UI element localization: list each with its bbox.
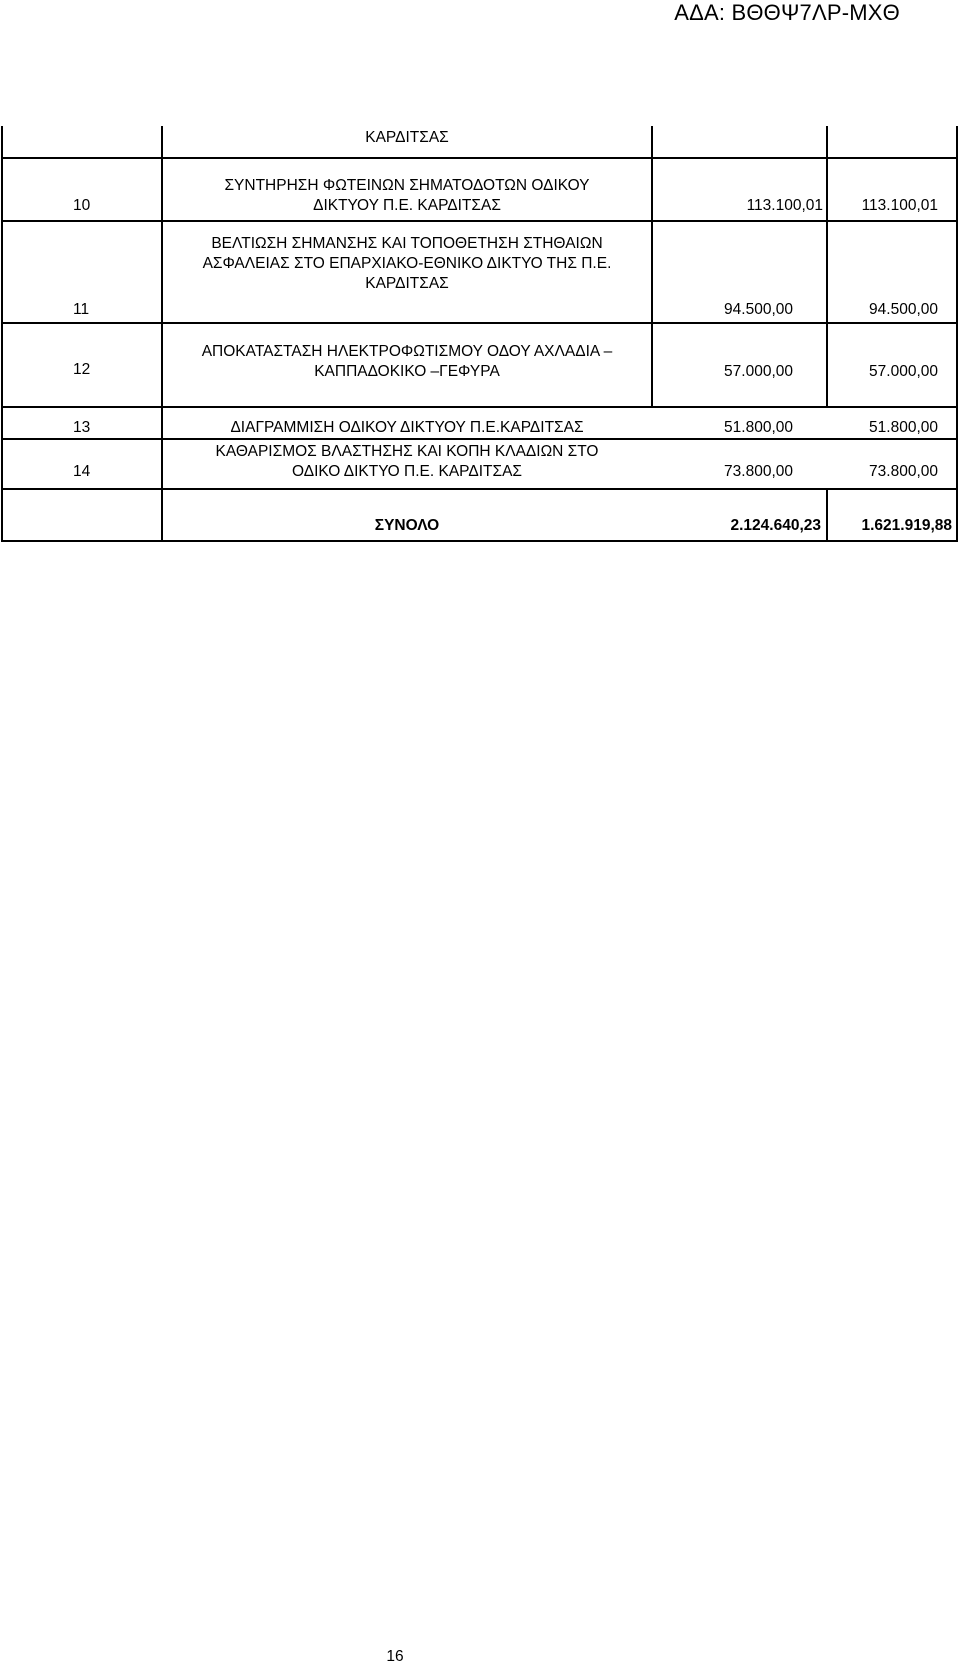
continued-description: ΚΑΡΔΙΤΣΑΣ: [365, 129, 449, 146]
row-13-amount-2: 51.800,00: [869, 419, 938, 436]
row-11-amount-1: 94.500,00: [724, 301, 793, 318]
ada-code: ΑΔΑ: ΒΘΘΨ7ΛΡ-ΜΧΘ: [674, 0, 900, 25]
table-hline-3: [1, 322, 958, 324]
table-vline-left: [1, 126, 3, 542]
row-13-number: 13: [73, 419, 91, 436]
row-12-number: 12: [73, 361, 91, 378]
row-13-desc-line-1: ΔΙΑΓΡΑΜΜΙΣΗ ΟΔΙΚΟΥ ΔΙΚΤΥΟΥ Π.Ε.ΚΑΡΔΙΤΣΑΣ: [230, 419, 584, 436]
total-label: ΣΥΝΟΛΟ: [374, 517, 440, 534]
row-12-desc-line-2: ΚΑΠΠΑΔΟΚΙΚΟ –ΓΕΦΥΡΑ: [314, 363, 500, 380]
row-11-desc-line-3: ΚΑΡΔΙΤΣΑΣ: [365, 275, 449, 292]
total-amount-2: 1.621.919,88: [861, 517, 952, 534]
row-10-amount-2: 113.100,01: [861, 197, 938, 214]
table-hline-bottom: [1, 540, 958, 542]
row-10-desc-line-1: ΣΥΝΤΗΡΗΣΗ ΦΩΤΕΙΝΩΝ ΣΗΜΑΤΟΔΟΤΩΝ ΟΔΙΚΟΥ: [224, 177, 590, 194]
row-14-number: 14: [73, 463, 91, 480]
table-hline-4: [1, 406, 958, 408]
page-number: 16: [386, 1648, 404, 1665]
row-12-desc-line-1: ΑΠΟΚΑΤΑΣΤΑΣΗ ΗΛΕΚΤΡΟΦΩΤΙΣΜΟΥ ΟΔΟΥ ΑΧΛΑΔΙΑ –: [201, 343, 613, 360]
table-hline-1: [1, 157, 958, 159]
row-13-amount-1: 51.800,00: [724, 419, 793, 436]
table-hline-5: [1, 438, 958, 440]
row-12-amount-2: 57.000,00: [869, 363, 938, 380]
row-10-desc-line-2: ΔΙΚΤΥΟΥ Π.Ε. ΚΑΡΔΙΤΣΑΣ: [313, 197, 501, 214]
row-11-desc-line-1: ΒΕΛΤΙΩΣΗ ΣΗΜΑΝΣΗΣ ΚΑΙ ΤΟΠΟΘΕΤΗΣΗ ΣΤΗΘΑΙΩΝ: [211, 235, 603, 252]
row-14-desc-line-1: ΚΑΘΑΡΙΣΜΟΣ ΒΛΑΣΤΗΣΗΣ ΚΑΙ ΚΟΠΗ ΚΛΑΔΙΩΝ ΣΤΟ: [215, 443, 599, 460]
row-14-desc-line-2: ΟΔΙΚΟ ΔΙΚΤΥΟ Π.Ε. ΚΑΡΔΙΤΣΑΣ: [291, 463, 522, 480]
row-11-number: 11: [73, 301, 90, 318]
table-hline-2: [1, 220, 958, 222]
table-hline-6: [1, 488, 958, 490]
total-amount-1: 2.124.640,23: [730, 517, 821, 534]
row-14-amount-2: 73.800,00: [869, 463, 938, 480]
row-12-amount-1: 57.000,00: [724, 363, 793, 380]
row-11-amount-2: 94.500,00: [869, 301, 938, 318]
row-10-number: 10: [73, 197, 91, 214]
budget-table: [1, 126, 958, 542]
row-11-desc-line-2: ΑΣΦΑΛΕΙΑΣ ΣΤΟ ΕΠΑΡΧΙΑΚΟ-ΕΘΝΙΚΟ ΔΙΚΤΥΟ ΤΗΣ Π.Ε.: [202, 255, 612, 272]
row-14-amount-1: 73.800,00: [724, 463, 793, 480]
row-10-amount-1: 113.100,01: [746, 197, 823, 214]
table-vline-right: [956, 126, 958, 542]
